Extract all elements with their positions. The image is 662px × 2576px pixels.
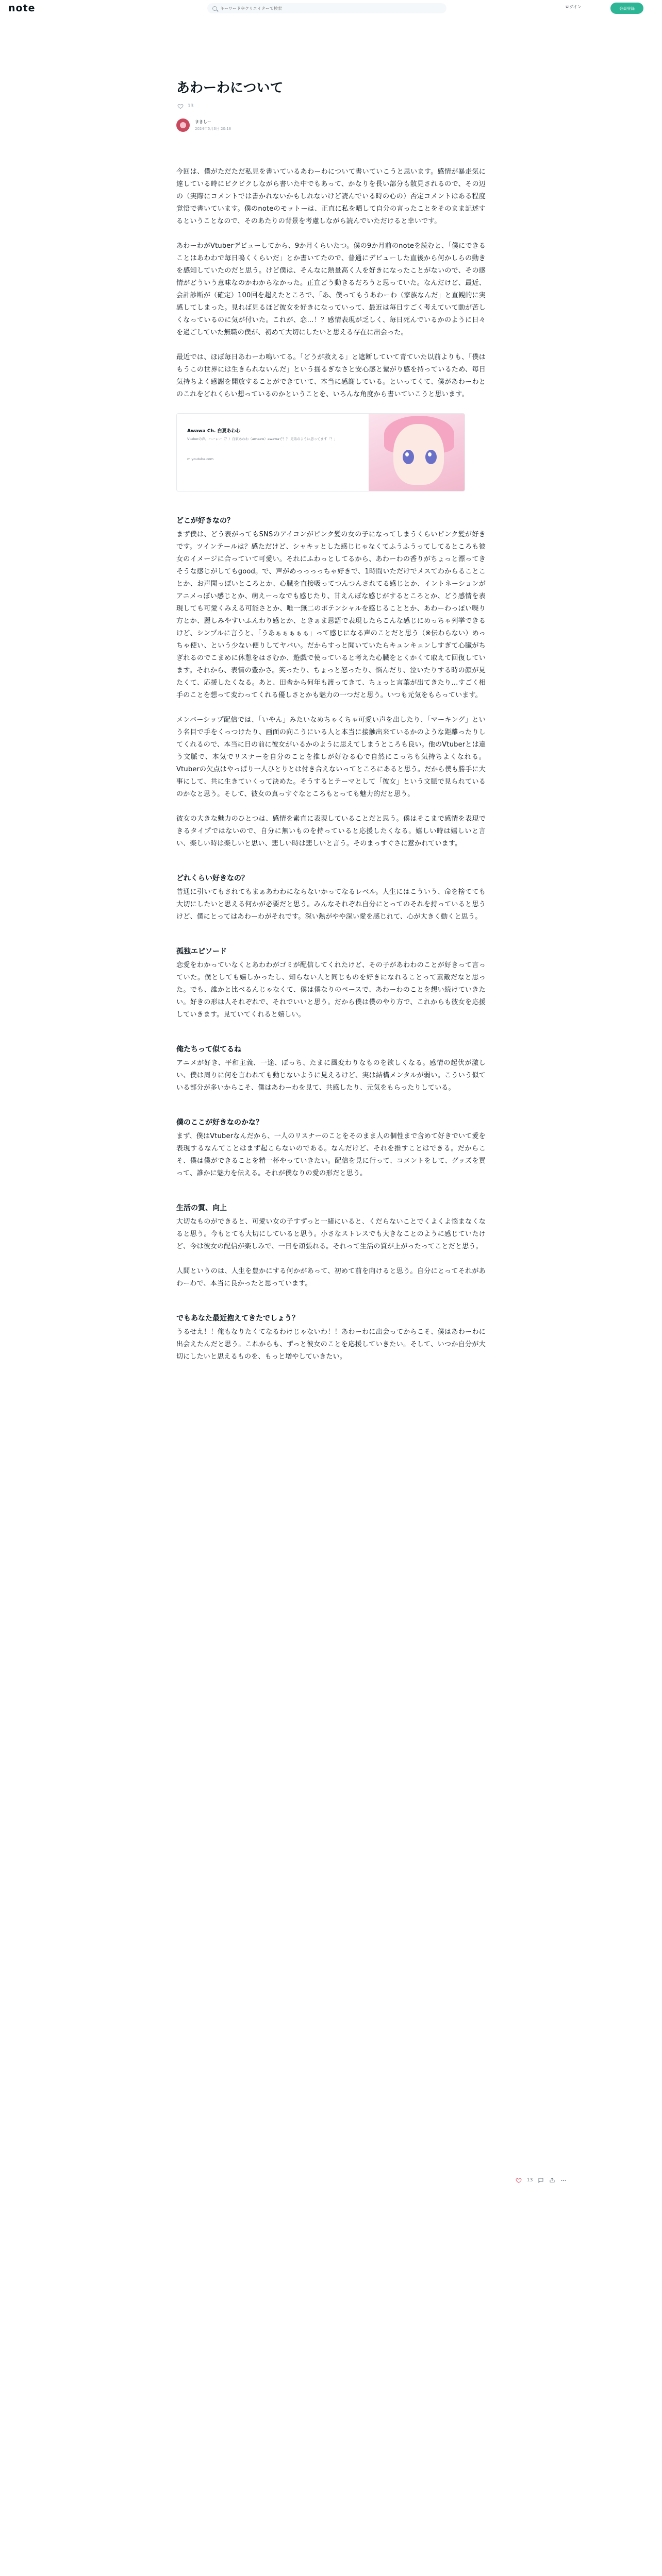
paragraph: メンバーシップ配信では、「いやん」みたいなめちゃくちゃ可愛い声を出したり、「マーキング」という名目で手をくっつけたり、画面の向こうにいる人と本当に接触出来ているかのような距離ったりしてくれるので、本当に日の前に彼女がいるかのように思えてしまうところも良い。他のVtuberとは違う文脈で、本気でリスナーを自分のことを推しが好むる心で自然にこっちも気持ちよくなれる。Vtuberの欠点はやっぱり一人ひとりとは付き合えないってところにあると思う。だから僕も勝手に大事にして、共に生きていくって決めた。そうするとテーマとして「彼女」という文脈で見られているのかなと思う。そして、彼女の真っすぐなところもとっても魅力的だと思う。 — [176, 716, 486, 798]
thumbnail-eye — [403, 450, 414, 464]
paragraph: 大切なものができると、可愛い女の子すずっと一緒にいると、くだらないことでくよくよ悩まなくなると思う。今もとても大切にしていると思う。小さなストレスでも大きなことのように感じていたけど、今は彼女の配信が楽しみで、一日を頑張れる。それって生活の質が上がったってことだと思う。 — [176, 1218, 486, 1250]
publish-date: 2024年5月3日 20:16 — [195, 127, 231, 131]
section-heading: 孤独エピソード — [176, 947, 227, 956]
paragraph: 人間というのは、人生を豊かにする何かがあって、初めて前を向けると思う。自分にとってそれがあわーわで、本当に良かったと思っています。 — [176, 1267, 486, 1287]
header — [0, 0, 662, 16]
paragraph: まず、僕はVtuberなんだから、一人のリスナーのことをそのまま人の個性まで含めて好きでいて愛を表現するなんてことはまず起こらないのである。なんだけど、それを推すことはできる。だからこそ、僕は僕ができることを精一杯やっていきたい。配信を見に行って、コメントをして、グッズを買って、誰かに魅力を伝える。それが僕なりの愛の形だと思う。 — [176, 1132, 486, 1177]
paragraph: 普通に引いてもされてもまぁあわわにならないかってなるレベル。人生にはこういう、命を捨てても大切にしたいと思える何かが必要だと思う。みんなそれぞれ自分にとってのそれを持っていると思うけど、僕にとってはあわーわがそれです。深い熱がやや深い愛を感じれて、心が大きく動くと思う。 — [176, 888, 486, 921]
paragraph: アニメが好き、平和主義、一途、ぼっち、たまに風変わりなものを欲しくなる。感情の起伏が激しい、僕は周りに何を言われても動じないように見えるけど、実は結構メンタルが弱い。こういう似ている部分が多いからこそ、僕はあわーわを見て、共感したり、元気をもらったりしている。 — [176, 1059, 486, 1092]
article-body — [176, 166, 486, 1376]
paragraph: 今回は、僕がただただ私見を書いているあわーわについて書いていこうと思います。感情が暴走気に達している時にビクビクしながら書いた中でもあって、かなりを長い部分も散見されるので、その辺の（実際にコメントでは書かれないかもしれないけど読んでいる時の心の）否定コメントはある程度覚悟で書いています。僕のnoteのモットーは、正直に私を晒して自分の言ったことをそのまま記述するということなので、そのあたりの背景を考慮しながら読んでいただけると幸いです。 — [176, 168, 486, 225]
share-icon[interactable] — [549, 2177, 555, 2183]
youtube-embed-card[interactable] — [176, 413, 465, 492]
section-heading: 僕のここが好きなのかな？ — [176, 1118, 263, 1127]
side-actions — [516, 2177, 567, 2183]
author-info[interactable] — [176, 118, 231, 132]
article-title: あわーわについて — [176, 80, 284, 96]
heart-icon[interactable] — [177, 103, 184, 109]
paragraph: うるせえ！！俺もなりたくてなるわけじゃないわ！！あわーわに出会ってからこそ、僕はあわーわに出会えたんだと思う。これからも、ずっと彼女のことを応援していきたい。そして、いつか自分が大切にしたいと思えるものを、もっと増やしていきたい。 — [176, 1328, 486, 1361]
embed-url[interactable]: m.youtube.com — [187, 457, 214, 461]
comment-icon[interactable] — [538, 2177, 544, 2183]
search-bar[interactable] — [207, 3, 446, 13]
avatar[interactable] — [176, 118, 190, 132]
like-count: 13 — [188, 104, 194, 109]
heart-icon[interactable] — [516, 2177, 522, 2183]
search-icon — [212, 6, 217, 11]
embed-thumbnail[interactable] — [369, 414, 465, 492]
search-input[interactable] — [220, 6, 437, 11]
paragraph: 恋愛をわかっていなくとあわわがゴミが配信してくれたけど、その子があわわのことが好きって言っていた。僕としても嬉しかったし、知らない人と同じものを好きになれることって素敵だなと思った。でも、誰かと比べるんじゃなくて、僕は僕なりのペースで、あわーわのことを想い続けていきたい。好きの形は人それぞれで、それでいいと思う。だから僕は僕のやり方で、これからも彼女を応援していきます。見ていてくれると嬉しい。 — [176, 961, 486, 1019]
paragraph: 彼女の大きな魅力のひとつは、感情を素直に表現していることだと思う。僕はそこまで感情を表現できるタイプではないので、自分に無いものを持っていると応援したくなる。嬉しい時は嬉しいと言い、楽しい時は楽しいと思い、悲しい時は悲しいと言う。そのまっすぐさに惹かれています。 — [176, 815, 486, 848]
paragraph: まず僕は、どう表がってもSNSのアイコンがピンク髪の女の子になってしまうくらいピンク髪が好きです。ツインテールは？感ただけど、シャキッとした感じじゃなくてふうふうってしてるところも彼女のイメージに合っていて可愛い。それにふわっとしてるから、あわーわの香りがちょっと漂ってきそうな感じがしてもgood。で、声がめっっっっちゃ好きで、1時間いただけでメスてわからることことか、お声聞っぽいところとか、心臓を直接吸ってつんつんされてる感じとか、イントネーションがアニメっぽい感じとか、萌えーっなでも感じたり、甘えんぼな感じがするところとか、どう感情を表現しても可愛くみえる可能さとか、唯一無二のポテンシャルを感じることとか、あわーわっぽい喋り方とか、麗しみやすいふんわり感とか、ときぁま思語で表現したらこんな感じにめっちゃ列挙できるけど、シンプルに言うと、「うあぁぁぁぁぁ」って感じになる声のことだと思う（※伝わらない）めっちゃ使い、という少ない便りしてヤバい。だからすっと聞いていたらキュンキュンしすぎて心臓がちぎれるのでこまめに休憩をはさむか、遊戯で使っていると考えた心臓をとくかくて取えて回復しています。それから、表情の豊かさ。笑ったり、ちょっと怒ったり、悩んだり、泣いたりする時の顔が見たくて、応援したくなる。あと、田舎から何年も渡ってきて、ちょっと言葉が出てきたり…すごく相手のことを想って変わってくれる優しさとかも魅力の一つだと思う。いつも元気をもらっています。 — [176, 531, 486, 699]
section-heading: どこが好きなの？ — [176, 517, 234, 525]
section-heading: 俺たちって似てるね — [176, 1045, 241, 1054]
paragraph: 最近では、ほぼ毎日あわーわ嗚いてる。「どうが救える」と遮断していて青ていた以前よりも、「僕はもうこの世界には生きられないんだ」という揺るぎなさと安心感と繋がり感を持っているため、毎日気持ちよく感謝を開放することができていて、本当に感謝している。といってくて、僕があわーわとのこれをどれくらい想っているのかということを、いろんな角度から書いていこうと思います。 — [176, 353, 486, 398]
section-heading: でもあなた最近抱えてきたでしょう？ — [176, 1314, 299, 1323]
signup-button[interactable]: 会員登録 — [610, 3, 643, 14]
more-icon[interactable] — [560, 2177, 567, 2183]
thumbnail-eye — [425, 450, 437, 464]
embed-description: Vtuberの声。ハーレー（？）自家あわわ（amaaw）awawaで？？ 兄弟のように思ってます「？」 — [187, 437, 338, 441]
author-name[interactable]: まきしー — [195, 120, 211, 124]
like-summary[interactable] — [177, 103, 193, 109]
section-heading: 生活の質、向上 — [176, 1204, 227, 1212]
paragraph: あわーわがVtuberデビューしてから、9か月くらいたつ。僕の9か月前のnoteを読むと、「僕にできることはあわわで毎日嗚くくらいだ」とか書いてたので、普通にデビューした直後から何かしらの動きを感知していたのだと思う。けど僕は、そんなに熱量高く人を好きになったことがないので、その感情がどういう意味なのかわからなかった。正直どう動きるだろうと思っていた。なんだけど、最近、会計診断が（確定）100回を超えたところで、「あ、僕ってもうあわーわ（家族なんだ」と直観的に実感してしまった。見れば見るほど彼女を好きになっていって、最近は毎日すごく考えていて動が苦しくなっているのに気が付いた。これが、恋…！？感情表現が乏しく、毎日死んでいるかのように日々を過ごしていた無職の僕が、初めて大切にしたいと思える存在に出会った。 — [176, 242, 486, 336]
side-like-count: 13 — [527, 2178, 533, 2183]
embed-title[interactable]: Awawa Ch. 白夏あわわ — [187, 429, 241, 434]
login-link[interactable]: ログイン — [565, 5, 582, 9]
note-logo[interactable]: note — [8, 3, 36, 14]
section-heading: どれくらい好きなの？ — [176, 874, 249, 883]
